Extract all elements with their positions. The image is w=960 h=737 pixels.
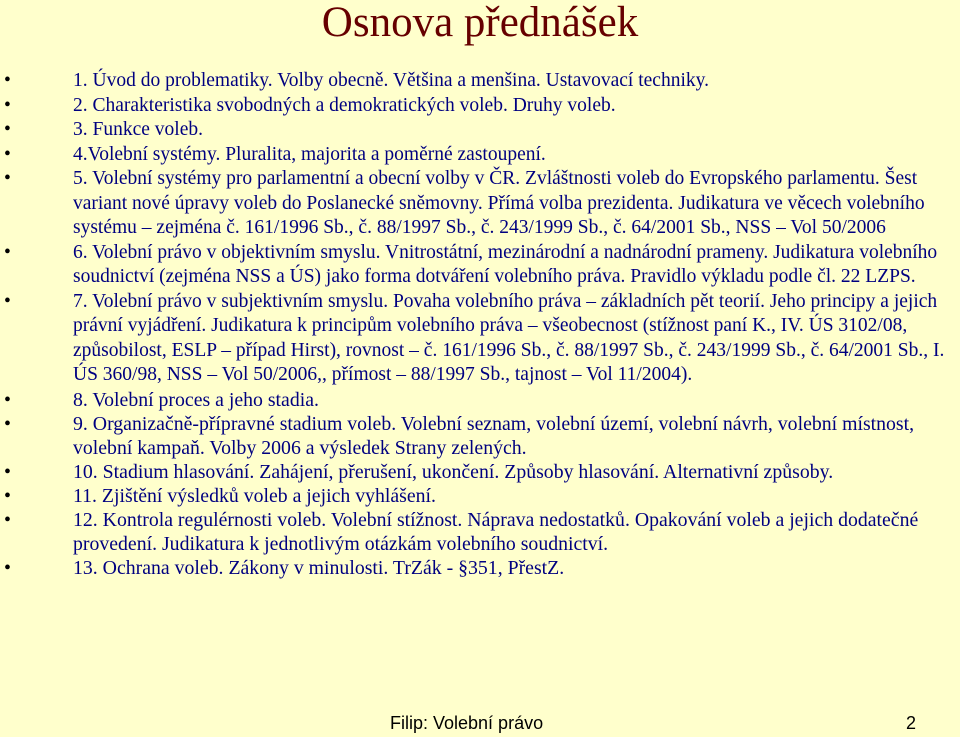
list-item: • 10. Stadium hlasování. Zahájení, přerušení, ukončení. Způsoby hlasování. Alternativní způsoby. bbox=[4, 460, 834, 483]
footer-text: Filip: Volební právo bbox=[390, 713, 544, 733]
list-item: • 11. Zjištění výsledků voleb a jejich vyhlášení. bbox=[4, 484, 436, 507]
bullet-icon: • bbox=[4, 556, 11, 579]
list-item: • 3. Funkce voleb. bbox=[0, 118, 960, 143]
list-item: • 1. Úvod do problematiky. Volby obecně. Většina a menšina. Ustavovací techniky. bbox=[0, 69, 960, 94]
list-item: • 4.Volební systémy. Pluralita, majorita a poměrné zastoupení. bbox=[0, 143, 960, 168]
bullet-icon: • bbox=[4, 241, 11, 263]
bullet-icon: • bbox=[4, 168, 11, 189]
bullet-icon: • bbox=[4, 70, 11, 91]
list-item: • 12. Kontrola regulérnosti voleb. Volební stížnost. Náprava nedostatků. Opakování voleb a jejich dodatečné provedení. Judikatura k jednotlivým otázkám volebního soudnictví. bbox=[4, 508, 919, 555]
list-item: • 13. Ochrana voleb. Zákony v minulosti. TrZák - §351, PřestZ. bbox=[4, 556, 565, 579]
list-item: • 6. Volební právo v objektivním smyslu. Vnitrostátní, mezinárodní a nadnárodní prameny. Judikatura volebního soudnictví (zejména NSS a ÚS) jako forma dotváření volebního práva. Pravidlo výkladu podle čl. 22 LZPS. bbox=[4, 241, 938, 287]
list-item: • 5. Volební systémy pro parlamentní a obecní volby v ČR. Zvláštnosti voleb do Evropského parlamentu. Šest variant nové úpravy voleb do Poslanecké sněmovny. Přímá volba prezidenta. Judikatura ve věcech volebního systému – zejména č. 161/1996 Sb., č. 88/1997 Sb., č. 243/1999 Sb., č. 64/2001 Sb., NSS – Vol 50/2006 bbox=[4, 168, 925, 238]
list-item: • 2. Charakteristika svobodných a demokratických voleb. Druhy voleb. bbox=[0, 94, 960, 119]
bullet-icon: • bbox=[4, 412, 11, 435]
slide-footer bbox=[0, 712, 960, 737]
bullet-icon: • bbox=[4, 508, 11, 531]
bullet-icon: • bbox=[4, 290, 11, 312]
outline-list bbox=[0, 69, 960, 580]
list-item: • 8. Volební proces a jeho stadia. bbox=[4, 388, 319, 411]
page-title: Osnova přednášek bbox=[321, 0, 639, 46]
bullet-icon: • bbox=[4, 484, 11, 507]
bullet-icon: • bbox=[4, 388, 11, 411]
bullet-icon: • bbox=[4, 143, 11, 165]
bullet-icon: • bbox=[4, 119, 11, 140]
bullet-icon: • bbox=[4, 460, 11, 483]
list-item: • 7. Volební právo v subjektivním smyslu. Povaha volebního práva – základních pět teorií. Jeho principy a jejich právní vyjádření. Judikatura k principům volebního práva – všeobecnost (stížnost paní K., IV. ÚS 3102/08, způsobilost, ESLP – případ Hirst), rovnost – č. 161/1996 Sb., č. 88/1997 Sb., č. 243/1999 Sb., č. 64/2001 Sb., I. ÚS 360/98, NSS – Vol 50/2006,, přímost – 88/1997 Sb., tajnost – Vol 11/2004). bbox=[4, 290, 945, 385]
page-number: 2 bbox=[905, 713, 916, 733]
bullet-icon: • bbox=[4, 94, 11, 116]
list-item: • 9. Organizačně-přípravné stadium voleb. Volební seznam, volební území, volební návrh, volební místnost, volební kampaň. Volby 2006 a výsledek Strany zelených. bbox=[4, 412, 915, 459]
